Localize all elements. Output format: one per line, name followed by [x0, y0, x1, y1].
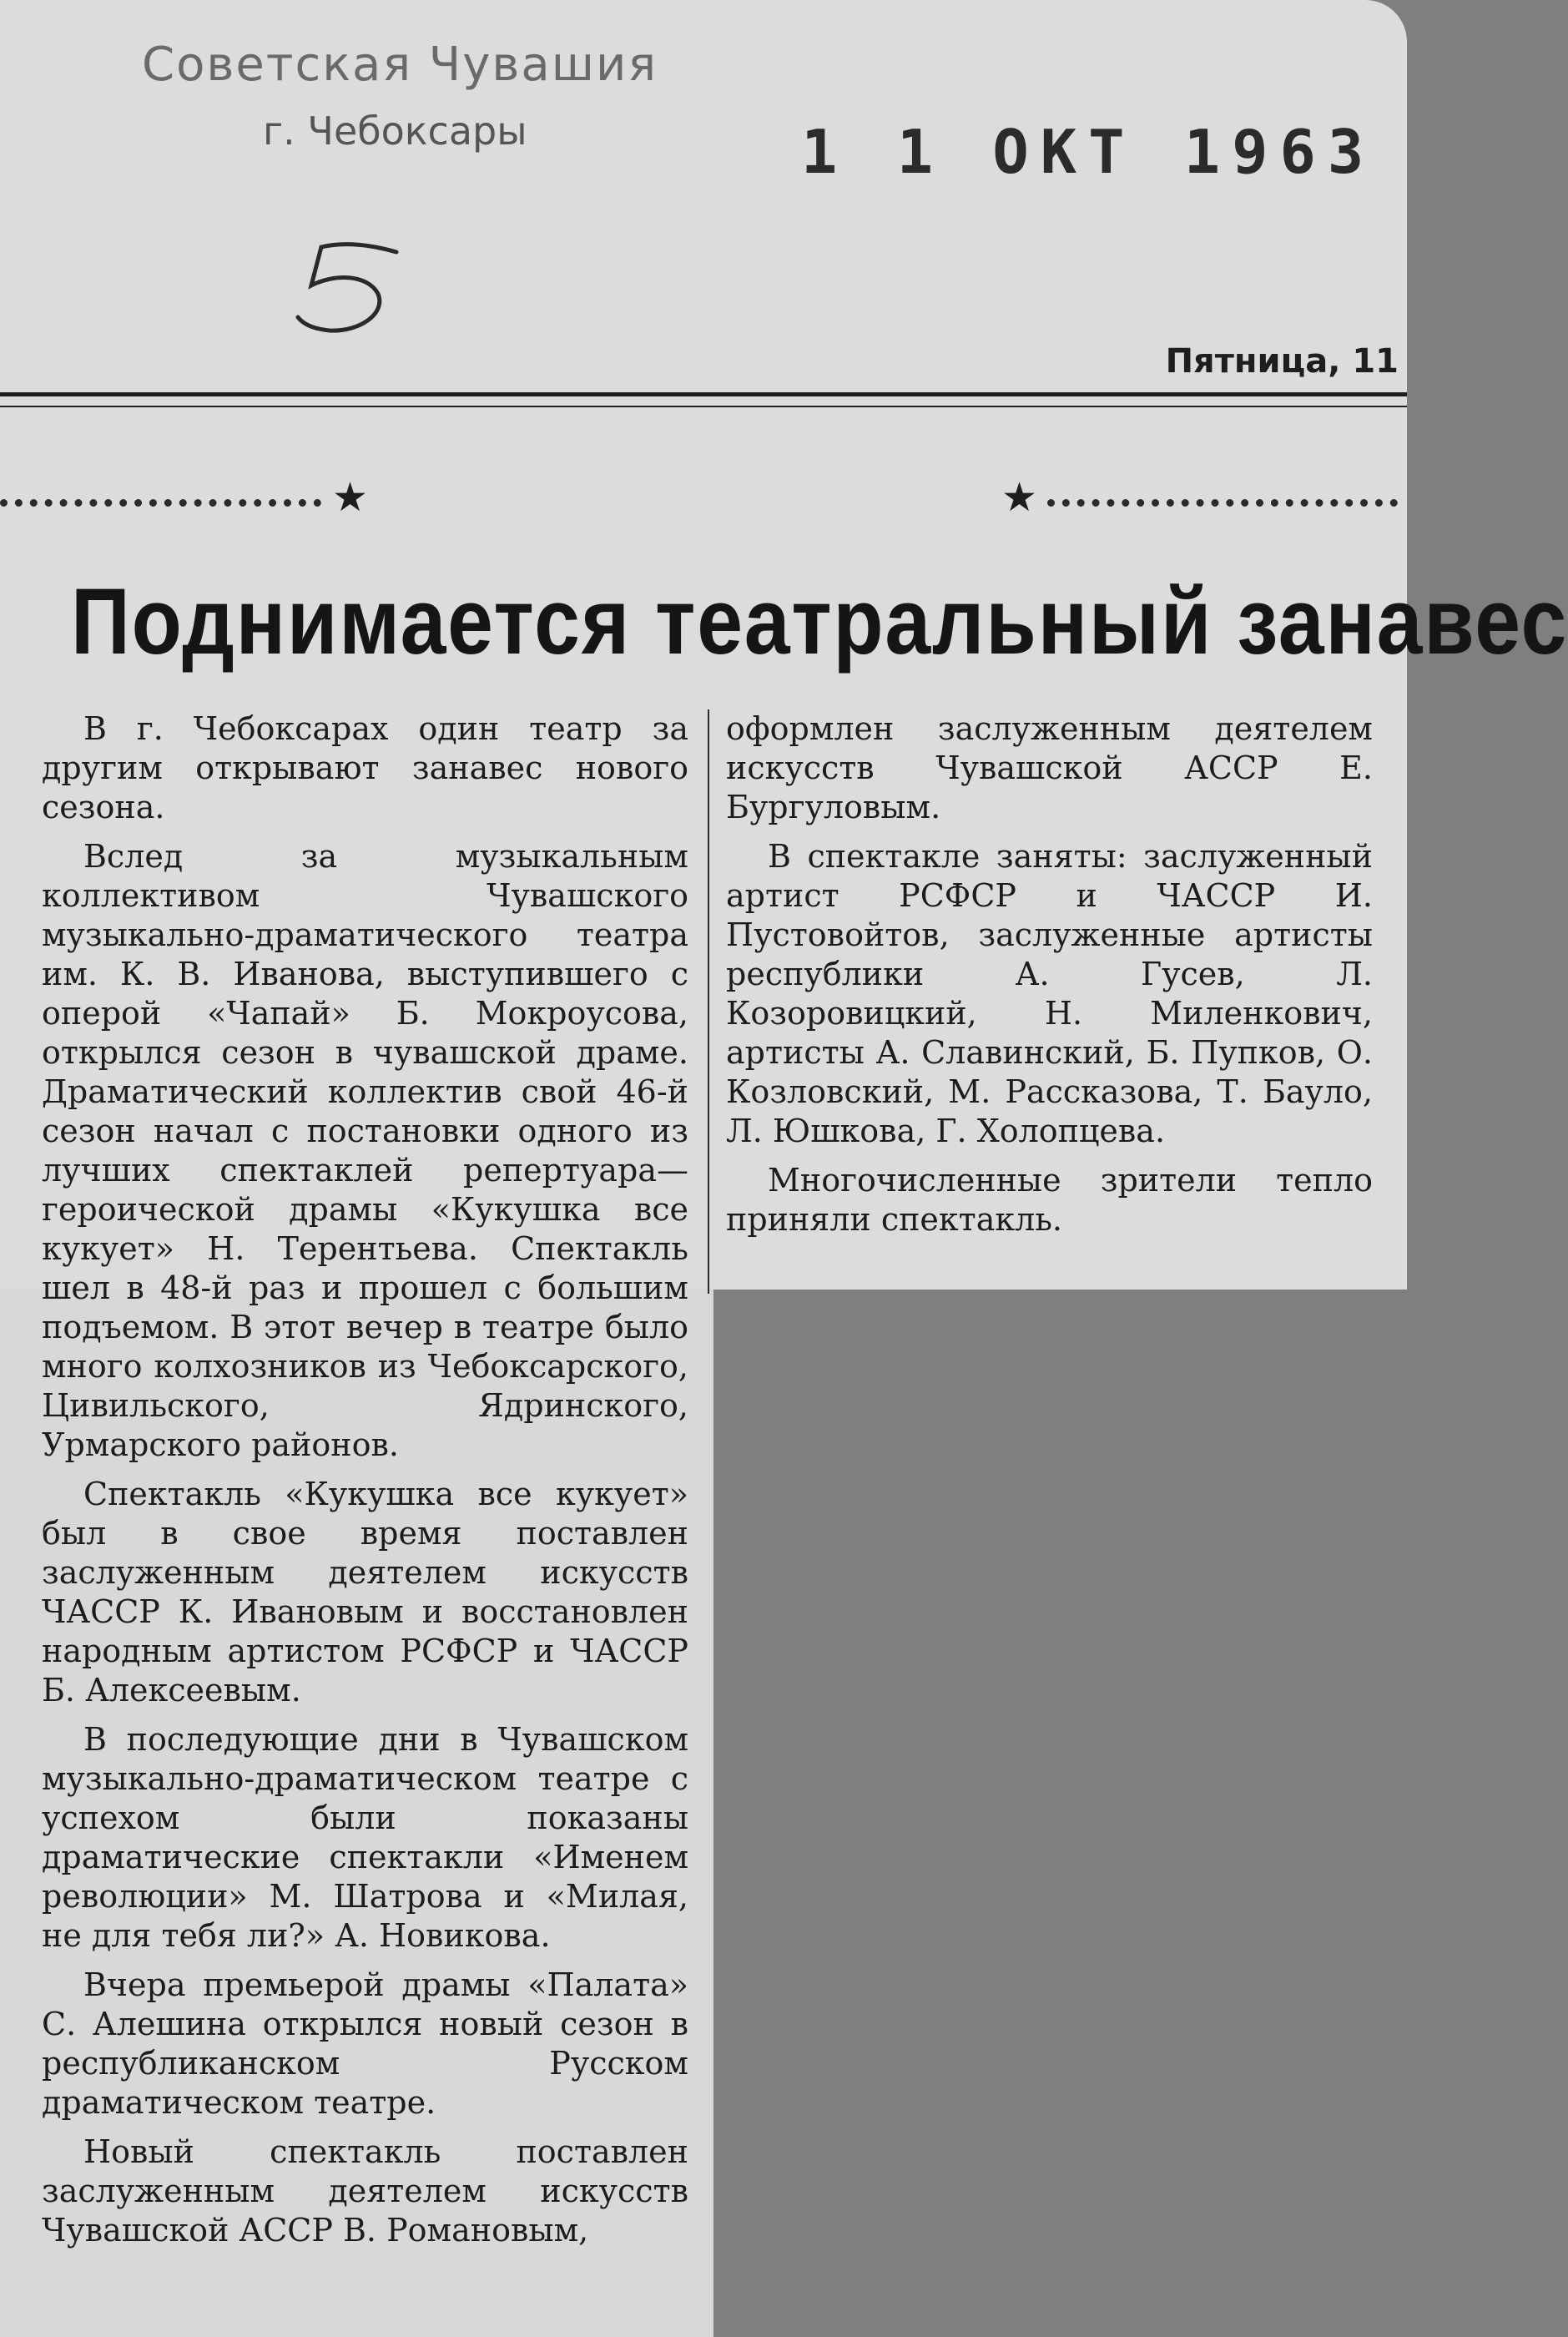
paragraph: Новый спектакль поставлен заслуженным деятелем искусств Чувашской АССР В. Романовым, [42, 2133, 688, 2249]
paragraph: Многочисленные зрители тепло приняли спектакль. [726, 1162, 1373, 1238]
paragraph: Вчера премьерой драмы «Палата» С. Алешина открылся новый сезон в республиканском Русском драматическом театре. [42, 1966, 688, 2121]
handwritten-mark [288, 234, 413, 342]
paragraph: оформлен заслуженным деятелем искусств Чувашской АССР Е. Бургуловым. [726, 710, 1373, 825]
city-stamp: г. Чебоксары [263, 109, 527, 154]
date-stamp: 1 1 ОКТ 1963 [801, 117, 1376, 187]
paragraph: В г. Чебоксарах один театр за другим открывают занавес нового сезона. [42, 710, 688, 825]
star-ornament-left: ★ [332, 474, 369, 521]
header-rule-thin [0, 406, 1407, 407]
paragraph: Вслед за музыкальным коллективом Чувашского музыкально-драматического театра им. К. В. Иванова, выступившего с оперой «Чапай» Б. Мокроусова, открылся сезон в чувашской драме. Драматический коллектив свой 46-й сезон начал с постановки одного из лучших спектаклей репертуара—героической драмы «Кукушка все кукует» Н. Терентьева. Спектакль шел в 48-й раз и прошел с большим подъемом. В этот вечер в театре было много колхозников из Чебоксарского, Цивильского, Ядринского, Урмарского районов. [42, 838, 688, 1463]
paragraph: Спектакль «Кукушка все кукует» был в свое время поставлен заслуженным деятелем искусств ЧАССР К. Ивановым и восстановлен народным артистом РСФСР и ЧАССР Б. Алексеевым. [42, 1476, 688, 1709]
article-headline: Поднимается театральный занавес [71, 569, 1568, 674]
star-ornament-right: ★ [1001, 474, 1038, 521]
paragraph: В последующие дни в Чувашском музыкально-драматическом театре с успехом были показаны драматические спектакли «Именем революции» М. Шатрова и «Милая, не для тебя ли?» А. Новикова. [42, 1721, 688, 1954]
issue-dateline: Пятница, 11 [1165, 342, 1399, 381]
newspaper-name-stamp: Советская Чувашия [142, 38, 658, 92]
header-rule [0, 392, 1407, 396]
dotted-divider-left [0, 499, 321, 507]
article-column-right [726, 709, 1373, 1249]
paragraph: В спектакле заняты: заслуженный артист РСФСР и ЧАССР И. Пустовойтов, заслуженные артисты республики А. Гусев, Л. Козоровицкий, Н. Миленкович, артисты А. Славинский, Б. Пупков, О. Козловский, М. Рассказова, Т. Бауло, Л. Юшкова, Г. Холопцева. [726, 838, 1373, 1149]
column-divider [708, 709, 709, 1294]
dotted-divider-right [1047, 499, 1398, 507]
article-column-left [42, 709, 688, 2260]
